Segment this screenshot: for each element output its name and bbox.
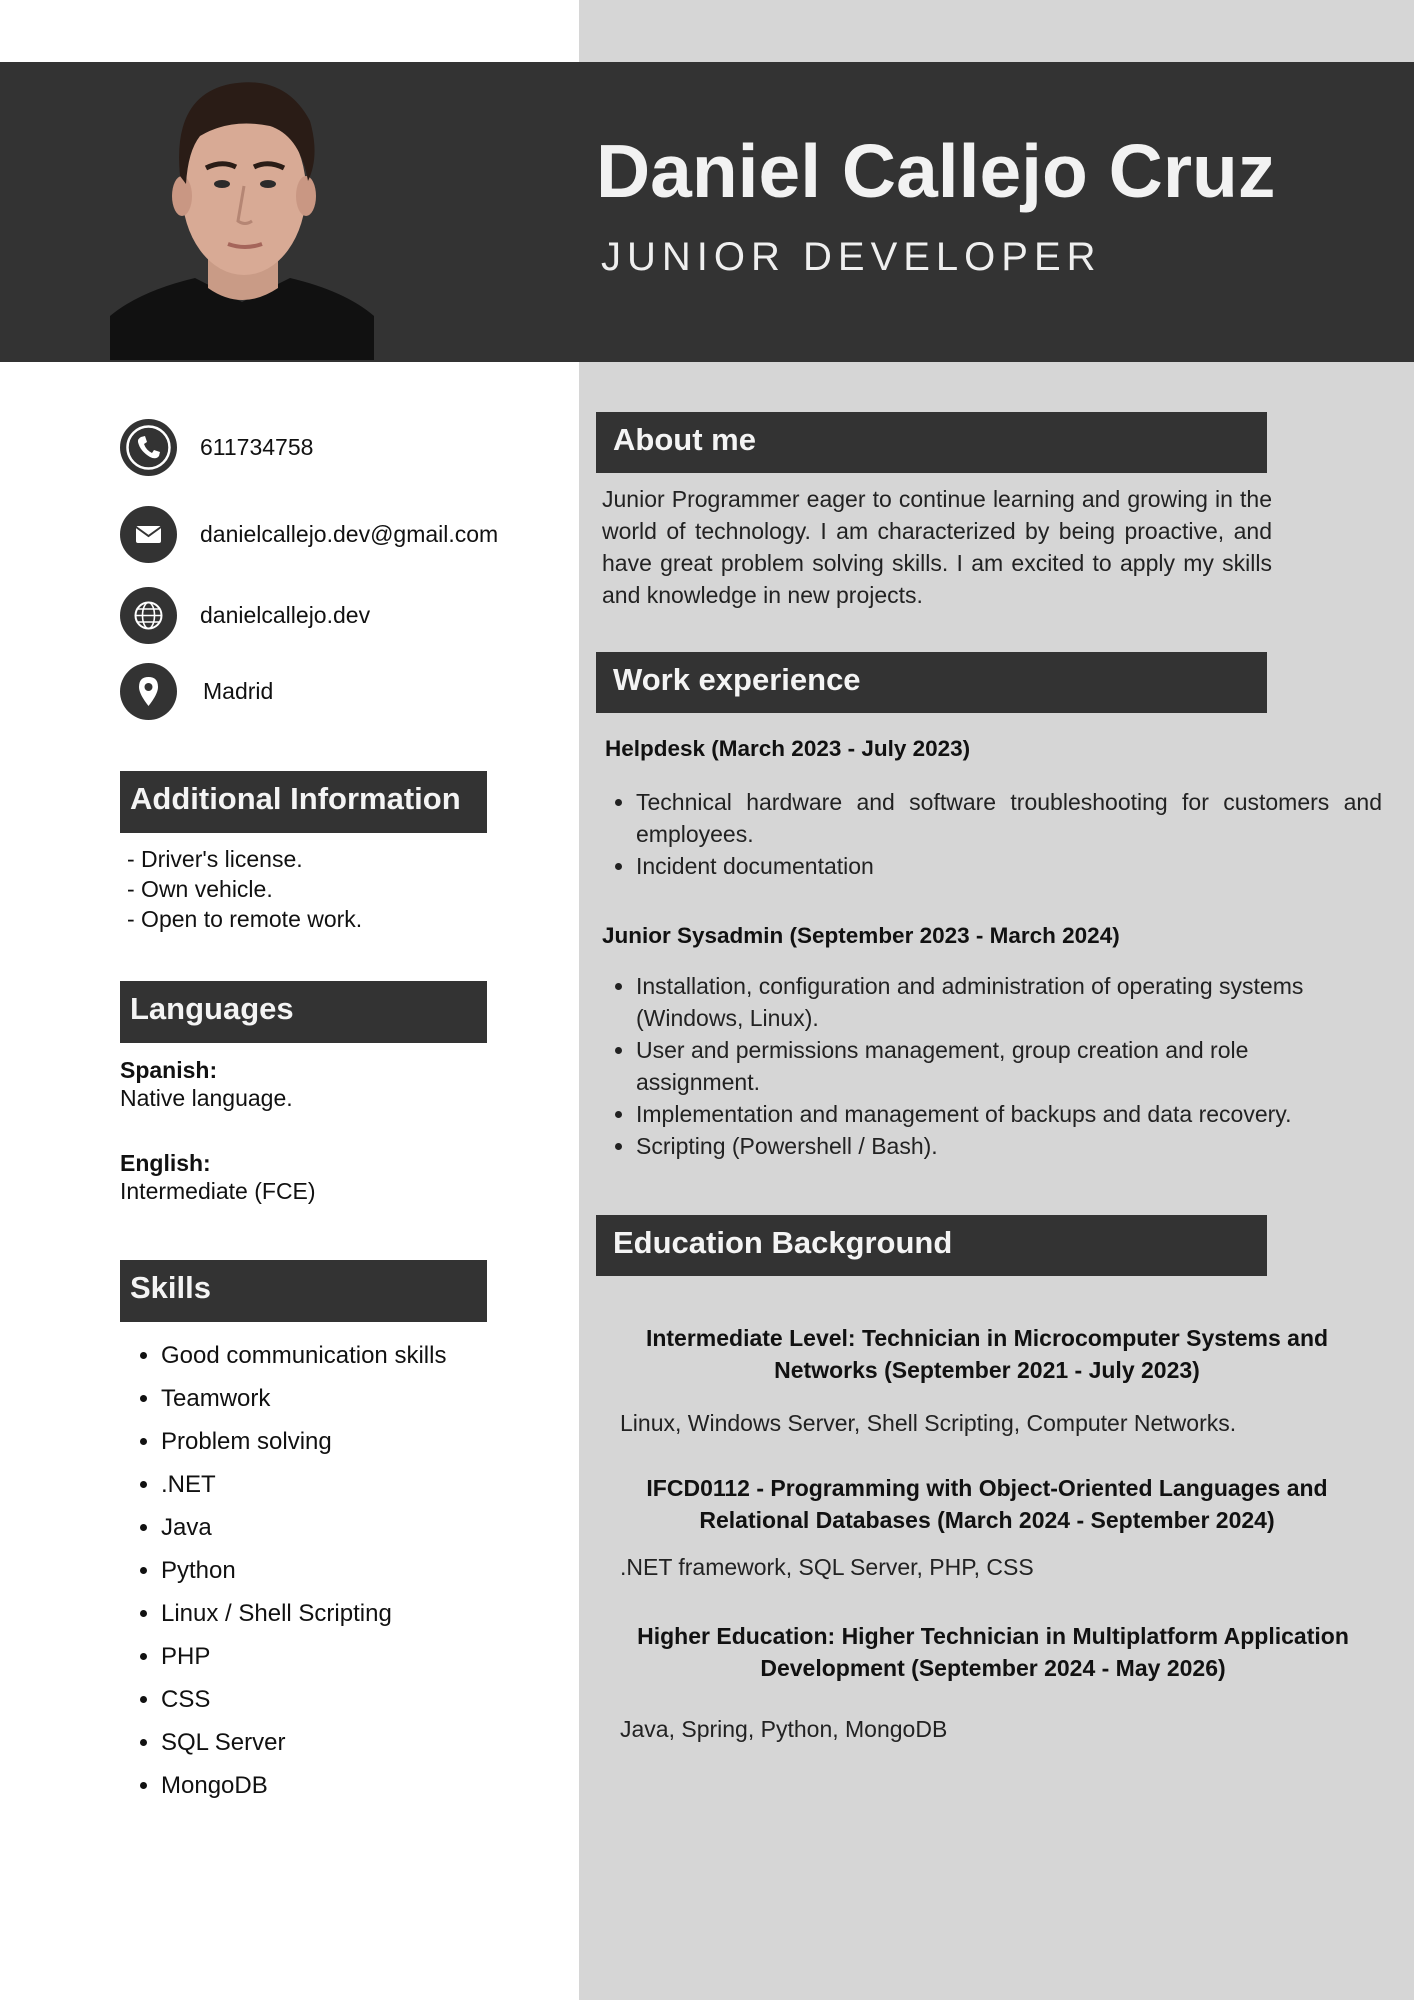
job-bullet: • Scripting (Powershell / Bash). [636, 1130, 1356, 1162]
job-bullet: • Technical hardware and software troubleshooting for customers and employees. [636, 786, 1382, 850]
education-title: Higher Education: Higher Technician in Multiplatform Application Development (September 2024 - May 2026) [637, 1623, 1349, 1681]
education-heading: Education Background [596, 1215, 1267, 1276]
skill-item: • SQL Server [161, 1721, 446, 1764]
additional-info-line: - Driver's license. [127, 846, 303, 872]
contact-website-row [120, 586, 560, 644]
skill-item: • Problem solving [161, 1420, 446, 1463]
education-description: Linux, Windows Server, Shell Scripting, Computer Networks. [620, 1410, 1237, 1436]
additional-info-list [127, 844, 362, 934]
contact-website[interactable]: danielcallejo.dev [200, 601, 371, 628]
globe-icon [120, 587, 177, 644]
profile-photo [110, 66, 374, 360]
additional-info-line: - Own vehicle. [127, 876, 273, 902]
skill-item: • Teamwork [161, 1377, 446, 1420]
additional-info-heading: Additional Information [120, 771, 487, 833]
contact-location-row [120, 662, 560, 720]
language-item [120, 1149, 316, 1205]
contact-email-row [120, 505, 560, 563]
job-bullet: • Implementation and management of backups and data recovery. [636, 1098, 1356, 1130]
job-title: Junior Sysadmin (September 2023 - March 2024) [602, 923, 1120, 948]
language-level: Intermediate (FCE) [120, 1178, 316, 1204]
skill-item: • .NET [161, 1463, 446, 1506]
full-name: Daniel Callejo Cruz [596, 129, 1276, 213]
about-text: Junior Programmer eager to continue learning and growing in the world of technology. I am characterized by being proactive, and have great problem solving skills. I am excited to apply my skills and knowledge in new projects. [602, 486, 1272, 608]
education-title: Intermediate Level: Technician in Microcomputer Systems and Networks (September 2021 - July 2023) [645, 1325, 1329, 1383]
languages-heading: Languages [120, 981, 487, 1043]
mail-icon [120, 506, 177, 563]
language-name: English: [120, 1150, 211, 1176]
additional-info-line: - Open to remote work. [127, 906, 363, 932]
education-title: IFCD0112 - Programming with Object-Oriented Languages and Relational Databases (March 2024 - September 2024) [646, 1475, 1328, 1533]
skill-item: • Good communication skills [161, 1334, 446, 1377]
job-bullet: • Incident documentation [636, 850, 1382, 882]
phone-icon [120, 419, 177, 476]
contact-phone[interactable]: 611734758 [200, 433, 314, 460]
skill-item: • PHP [161, 1635, 446, 1678]
skill-item: • Java [161, 1506, 446, 1549]
skill-item: • CSS [161, 1678, 446, 1721]
work-heading: Work experience [596, 652, 1267, 713]
skill-item: • Python [161, 1549, 446, 1592]
skill-item: • MongoDB [161, 1764, 446, 1807]
education-description: Java, Spring, Python, MongoDB [620, 1716, 948, 1742]
language-item [120, 1056, 293, 1112]
job-title: Helpdesk (March 2023 - July 2023) [605, 736, 971, 761]
contact-location: Madrid [203, 677, 274, 704]
location-pin-icon [120, 663, 177, 720]
job-bullets [602, 970, 1356, 1162]
contact-phone-row [120, 418, 560, 476]
education-description: .NET framework, SQL Server, PHP, CSS [620, 1554, 1034, 1580]
job-role: JUNIOR DEVELOPER [601, 235, 1102, 279]
about-heading: About me [596, 412, 1267, 473]
language-level: Native language. [120, 1085, 293, 1111]
job-bullets [602, 786, 1382, 882]
skill-item: • Linux / Shell Scripting [161, 1592, 446, 1635]
job-bullet: • Installation, configuration and administration of operating systems (Windows, Linux). [636, 970, 1356, 1034]
skills-heading: Skills [120, 1260, 487, 1322]
skills-list [120, 1334, 446, 1807]
contact-email[interactable]: danielcallejo.dev@gmail.com [200, 520, 499, 547]
language-name: Spanish: [120, 1057, 218, 1083]
job-bullet: • User and permissions management, group creation and role assignment. [636, 1034, 1356, 1098]
